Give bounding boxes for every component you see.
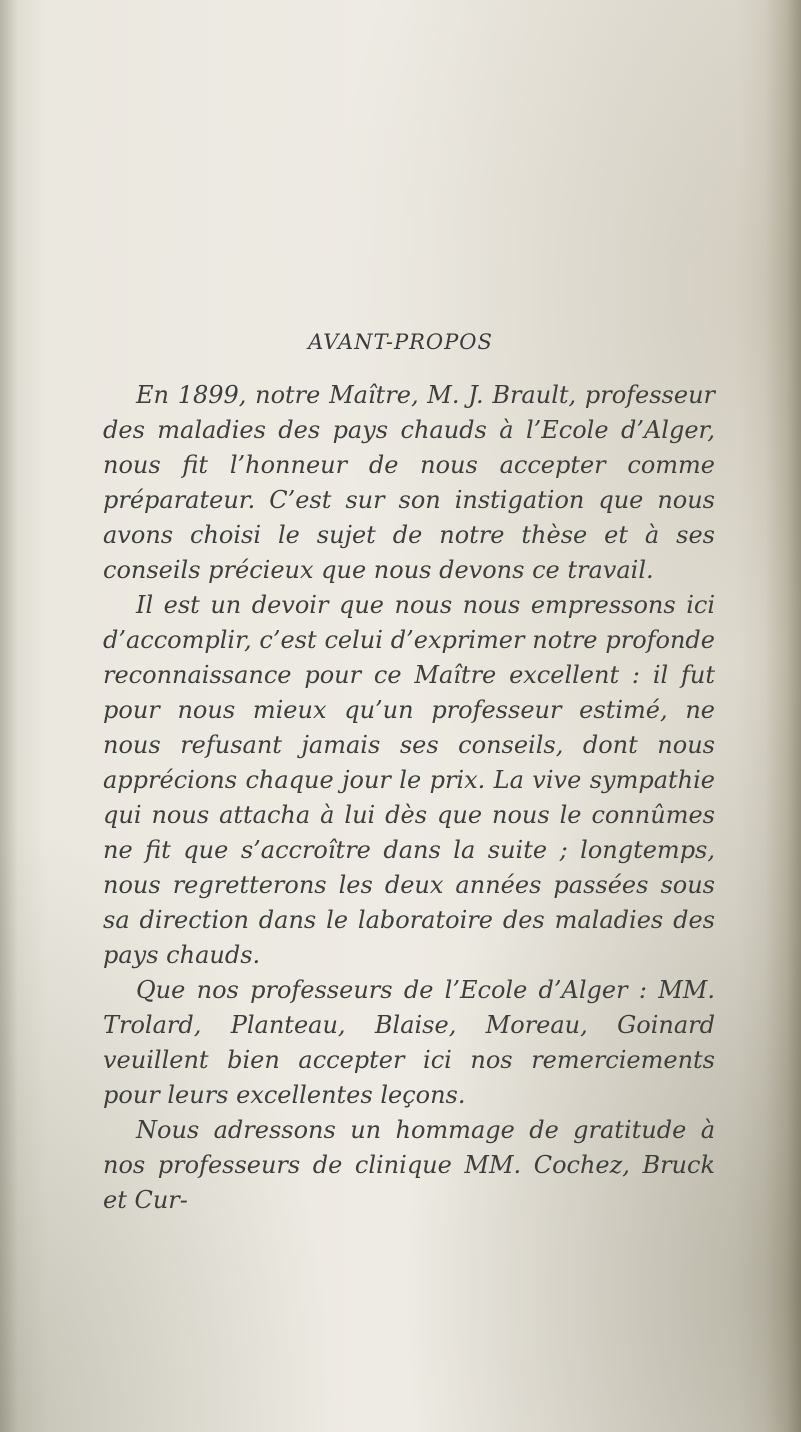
paragraph-3: Que nos professeurs de l’Ecole d’Alger : MM. Trolard, Planteau, Blaise, Moreau, Goinard veuillent bien accepter ici nos remerciements pour leurs excellentes leçons. — [103, 976, 715, 1109]
page-edge-shadow-left — [0, 0, 18, 1432]
paragraph-2: Il est un devoir que nous nous empressons ici d’accomplir, c’est celui d’exprimer notre profonde reconnaissance pour ce Maître excellent : il fut pour nous mieux qu’un professeur estimé, ne nous refusant jamais ses conseils, dont nous apprécions chaque jour le prix. La vive sympathie qui nous attacha à lui dès que nous le connûmes ne fit que s’accroître dans la suite ; longtemps, nous regretterons les deux années passées sous sa direction dans le laboratoire des maladies des pays chauds. — [103, 591, 715, 969]
page-edge-shadow-right — [765, 0, 801, 1432]
paragraph-4: Nous adressons un hommage de gratitude à nos professeurs de clinique MM. Cochez, Bruck et Cur- — [103, 1116, 715, 1214]
paragraph-1: En 1899, notre Maître, M. J. Brault, professeur des maladies des pays chauds à l’Ecole d’Alger, nous fit l’honneur de nous accepter comme préparateur. C’est sur son instigation que nous avons choisi le sujet de notre thèse et à ses conseils précieux que nous devons ce travail. — [103, 381, 715, 584]
body-text — [103, 378, 715, 1218]
page-heading: AVANT-PROPOS — [308, 330, 493, 354]
